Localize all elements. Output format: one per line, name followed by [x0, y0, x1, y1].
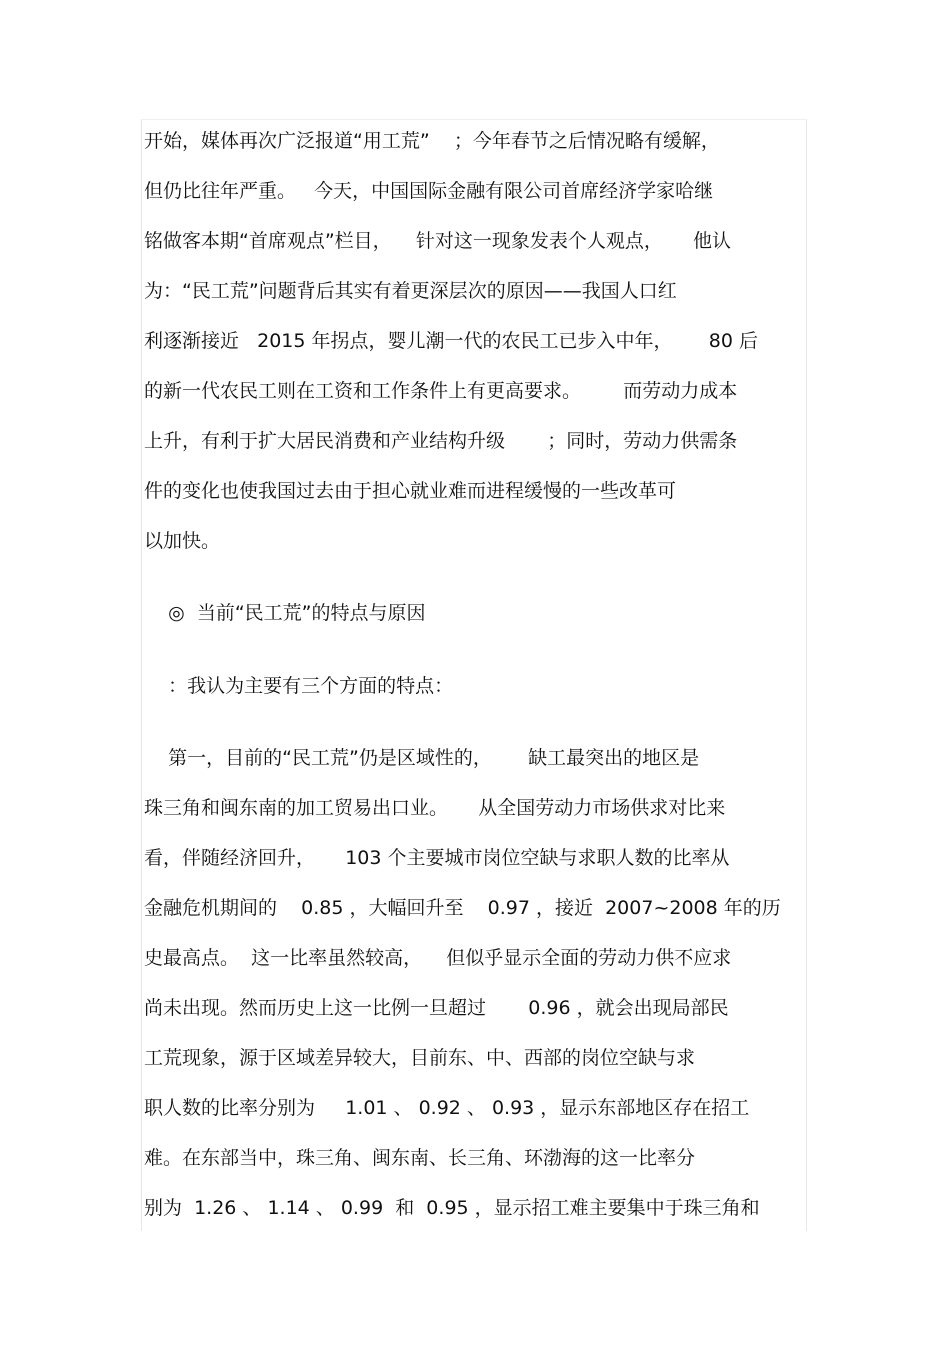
- body-text-line: 难。在东部当中，珠三角、闽东南、长三角、环渤海的这一比率分: [144, 1147, 696, 1169]
- body-text-line: 的新一代农民工则在工资和工作条件上有更高要求。 而劳动力成本: [144, 380, 738, 402]
- body-text-line: 开始，媒体再次广泛报道“用工荒” ；今年春节之后情况略有缓解，: [144, 130, 720, 152]
- body-text-line: 职人数的比率分别为 1.01 、 0.92 、 0.93 ，显示东部地区存在招工: [144, 1097, 750, 1119]
- body-text-line: 珠三角和闽东南的加工贸易出口业。 从全国劳动力市场供求对比来: [144, 797, 726, 819]
- body-text-line: 上升，有利于扩大居民消费和产业结构升级 ；同时，劳动力供需条: [144, 430, 738, 452]
- body-text-line: 史最高点。 这一比率虽然较高， 但似乎显示全面的劳动力供不应求: [144, 947, 732, 969]
- body-text-line: 第一，目前的“民工荒”仍是区域性的， 缺工最突出的地区是: [144, 747, 700, 769]
- body-text-line: 看，伴随经济回升， 103 个主要城市岗位空缺与求职人数的比率从: [144, 847, 730, 869]
- body-text-line: 铭做客本期“首席观点”栏目， 针对这一现象发表个人观点， 他认: [144, 230, 732, 252]
- body-text-line: 金融危机期间的 0.85 ，大幅回升至 0.97 ，接近 2007~2008 年的历: [144, 897, 781, 919]
- body-text-line: 别为 1.26 、 1.14 、 0.99 和 0.95 ，显示招工难主要集中于珠三角和: [144, 1197, 760, 1219]
- body-text-line: 为：“民工荒”问题背后其实有着更深层次的原因——我国人口红: [144, 280, 677, 302]
- body-text-line: 工荒现象，源于区域差异较大，目前东、中、西部的岗位空缺与求: [144, 1047, 696, 1069]
- section-heading: ◎ 当前“民工荒”的特点与原因: [144, 602, 426, 624]
- body-text-line: 件的变化也使我国过去由于担心就业难而进程缓慢的一些改革可: [144, 480, 677, 502]
- body-text-line: 但仍比往年严重。 今天，中国国际金融有限公司首席经济学家哈继: [144, 180, 714, 202]
- body-text-line: ：我认为主要有三个方面的特点：: [144, 675, 454, 697]
- body-text-line: 尚未出现。然而历史上这一比例一旦超过 0.96 ，就会出现局部民: [144, 997, 729, 1019]
- body-text-line: 以加快。: [144, 530, 221, 552]
- body-text-line: 利逐渐接近 2015 年拐点，婴儿潮一代的农民工已步入中年， 80 后: [144, 330, 758, 352]
